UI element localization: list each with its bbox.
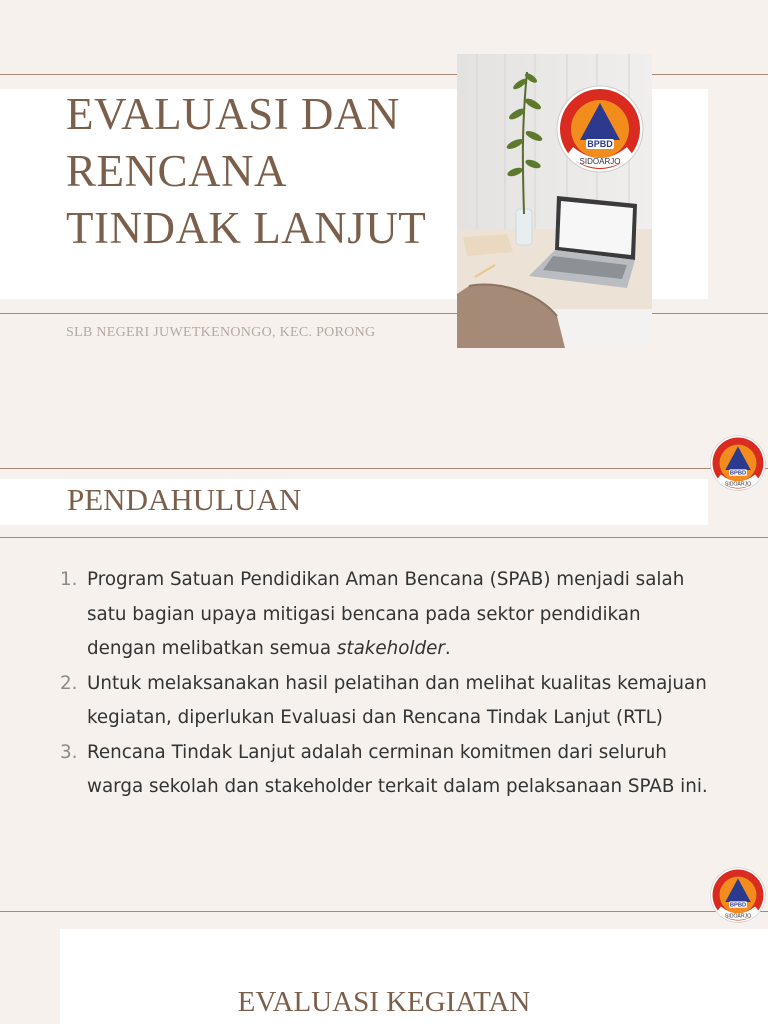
logo-abbr: BPBD — [729, 902, 747, 909]
logo-abbr: BPBD — [729, 470, 747, 477]
logo-city: SIDOARJO — [725, 913, 751, 920]
pendahuluan-list — [60, 563, 710, 805]
list-text: Program Satuan Pendidikan Aman Bencana (SPAB) menjadi salah satu bagian upaya mitigasi bencana pada sektor pendidikan dengan melibatkan semua stakeholder. — [87, 569, 685, 659]
slide-title: EVALUASI DAN RENCANA TINDAK LANJUT — [66, 89, 427, 253]
list-text: Untuk melaksanakan hasil pelatihan dan melihat kualitas kemajuan kegiatan, diperlukan Evaluasi dan Rencana Tindak Lanjut (RTL) — [87, 672, 707, 728]
section3-top-rule — [0, 911, 768, 912]
logo-abbr: BPBD — [587, 139, 613, 149]
bpbd-logo — [556, 85, 644, 173]
section2-top-rule — [0, 468, 768, 469]
list-text: Rencana Tindak Lanjut adalah cerminan komitmen dari seluruh warga sekolah dan stakeholder terkait dalam pelaksanaan SPAB ini. — [87, 741, 708, 797]
logo-city: SIDOARJO — [725, 481, 751, 488]
top-rule — [0, 74, 768, 75]
slide-subtitle: SLB NEGERI JUWETKENONGO, KEC. PORONG — [66, 325, 376, 340]
list-number: 1. — [60, 569, 78, 590]
list-number: 2. — [60, 672, 78, 694]
section-title-pendahuluan: PENDAHULUAN — [67, 482, 302, 517]
bpbd-logo-small — [710, 435, 766, 491]
logo-city: SIDOARJO — [579, 157, 621, 166]
list-item — [60, 667, 710, 736]
section-title-evaluasi-kegiatan: EVALUASI KEGIATAN — [237, 986, 531, 1018]
list-number: 3. — [60, 741, 78, 763]
section2-bottom-rule — [0, 537, 768, 538]
list-item — [60, 563, 710, 667]
bpbd-logo-small-2 — [710, 867, 766, 923]
list-item — [60, 736, 710, 805]
title-bottom-rule — [0, 313, 768, 314]
